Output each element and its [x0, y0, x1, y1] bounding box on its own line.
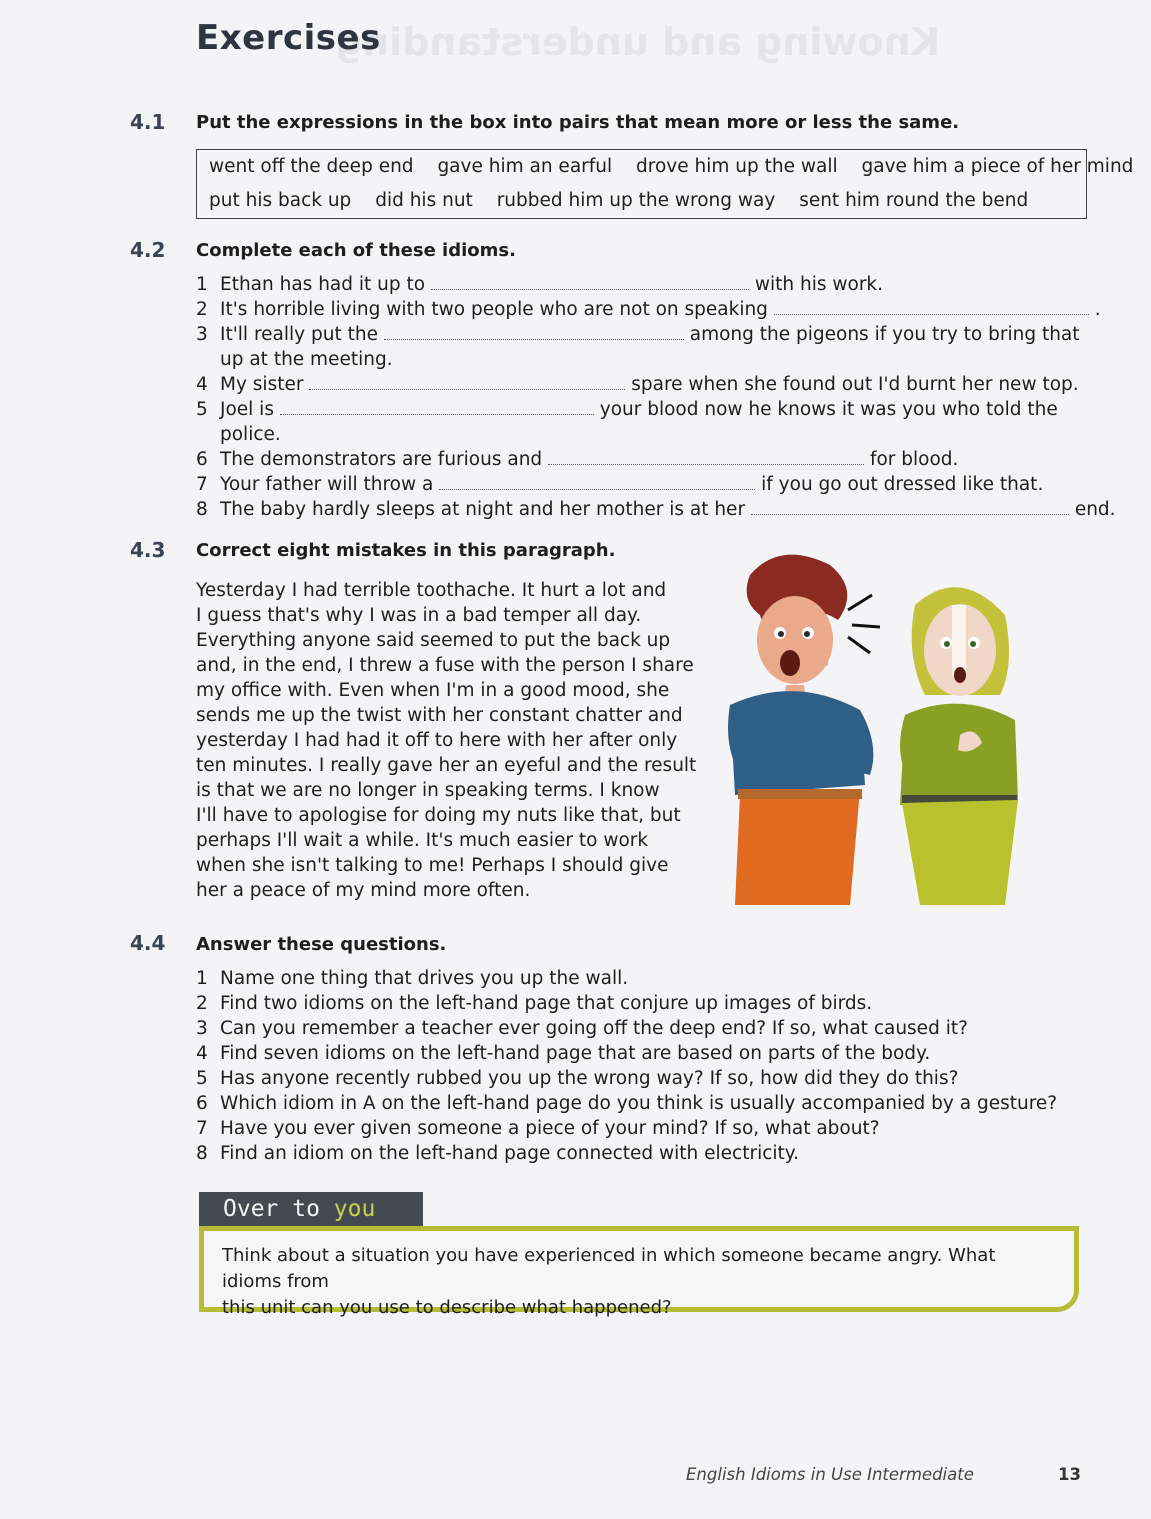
expression: gave him an earful	[437, 156, 613, 177]
expression: sent him round the bend	[799, 190, 1029, 211]
expression: went off the deep end	[209, 156, 414, 177]
two-women-illustration	[720, 545, 1020, 905]
exercise-heading-4-1: Put the expressions in the box into pairs that mean more or less the same.	[196, 112, 960, 133]
question-item: 8 Find an idiom on the left-hand page connected with electricity.	[196, 1143, 799, 1164]
idiom-item: 5 Joel is your blood now he knows it was you who told the	[196, 399, 1058, 420]
idiom-item: 7 Your father will throw a if you go out dressed like that.	[196, 474, 1044, 495]
exercise-heading-4-3: Correct eight mistakes in this paragraph.	[196, 540, 616, 561]
expression: put his back up	[209, 190, 352, 211]
idiom-item: 6 The demonstrators are furious and for blood.	[196, 449, 959, 470]
expression-row-2	[209, 190, 1046, 211]
show-through-text: Knowing and understanding	[335, 20, 941, 64]
idiom-item: 2 It's horrible living with two people who are not on speaking .	[196, 299, 1101, 320]
exercise-number-4-4: 4.4	[130, 931, 166, 955]
idiom-item: 1 Ethan has had it up to with his work.	[196, 274, 884, 295]
page-number: 13	[1058, 1465, 1081, 1484]
question-item: 1 Name one thing that drives you up the wall.	[196, 968, 629, 989]
mistake-paragraph: Yesterday I had terrible toothache. It hurt a lot and I guess that's why I was in a bad temper all day. Everything anyone said seemed to put the back up and, in the end, I threw a fuse with the person I share my office with. Even when I'm in a good mood, she sends me up the twist with her constant chatter and yesterday I had had it off to here with her after only ten minutes. I really gave her an eyeful and the result is that we are no longer in speaking terms. I know I'll have to apologise for doing my nuts like that, but perhaps I'll wait a while. It's much easier to work when she isn't talking to me! Perhaps I should give her a peace of my mind more often.	[196, 580, 697, 901]
exercise-number-4-3: 4.3	[130, 538, 166, 562]
question-item: 4 Find seven idioms on the left-hand page that are based on parts of the body.	[196, 1043, 931, 1064]
idiom-item-continued: up at the meeting.	[220, 349, 393, 370]
over-to-you-box	[199, 1226, 1079, 1318]
over-to-you-line: this unit can you use to describe what happened?	[222, 1297, 672, 1318]
page-title: Exercises	[196, 18, 381, 58]
book-title: English Idioms in Use Intermediate	[686, 1465, 974, 1484]
idiom-item: 4 My sister spare when she found out I'd burnt her new top.	[196, 374, 1079, 395]
exercise-number-4-1: 4.1	[130, 110, 166, 134]
expression: drove him up the wall	[636, 156, 838, 177]
question-item: 2 Find two idioms on the left-hand page that conjure up images of birds.	[196, 993, 873, 1014]
question-item: 6 Which idiom in A on the left-hand page do you think is usually accompanied by a gesture?	[196, 1093, 1058, 1114]
expression-row-1	[209, 156, 1151, 177]
exercise-heading-4-4: Answer these questions.	[196, 934, 447, 955]
question-item: 7 Have you ever given someone a piece of your mind? If so, what about?	[196, 1118, 880, 1139]
expression: gave him a piece of her mind	[861, 156, 1134, 177]
over-to-you-tab: Over to you	[199, 1192, 423, 1226]
over-to-you-line: Think about a situation you have experienced in which someone became angry. What idioms from	[222, 1245, 996, 1292]
idiom-item-continued: police.	[220, 424, 281, 445]
exercise-heading-4-2: Complete each of these idioms.	[196, 240, 516, 261]
expression: did his nut	[375, 190, 473, 211]
question-item: 3 Can you remember a teacher ever going off the deep end? If so, what caused it?	[196, 1018, 968, 1039]
exercise-number-4-2: 4.2	[130, 238, 166, 262]
question-item: 5 Has anyone recently rubbed you up the wrong way? If so, how did they do this?	[196, 1068, 959, 1089]
idiom-item: 8 The baby hardly sleeps at night and her mother is at her end.	[196, 499, 1116, 520]
expression: rubbed him up the wrong way	[496, 190, 776, 211]
expression-box	[196, 149, 1134, 219]
idiom-item: 3 It'll really put the among the pigeons if you try to bring that	[196, 324, 1080, 345]
